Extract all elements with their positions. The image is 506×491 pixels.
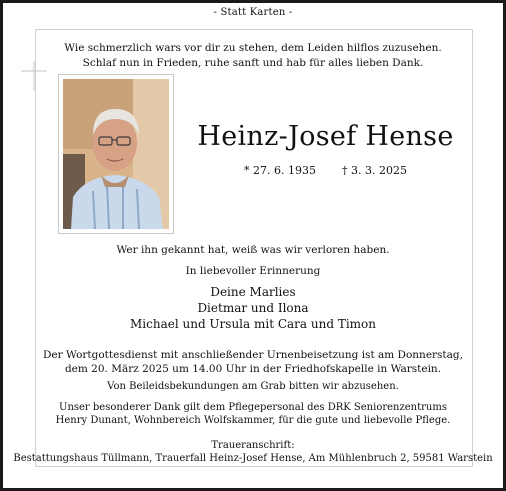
statt-karten-note: - Statt Karten -: [3, 7, 503, 18]
family-names: [3, 284, 503, 332]
thanks-line: Unser besonderer Dank gilt dem Pflegepersonal des DRK Seniorenzentrums: [59, 402, 447, 413]
service-info: [3, 348, 503, 376]
service-line: Der Wortgottesdienst mit anschließender Urnenbeisetzung ist am Donnerstag,: [43, 349, 463, 361]
birth-date: * 27. 6. 1935: [244, 164, 316, 177]
family-member: Dietmar und Ilona: [197, 301, 309, 315]
condolence-note: Von Beileidsbekundungen am Grab bitten wir abzusehen.: [107, 381, 399, 392]
family-member: Deine Marlies: [210, 285, 296, 299]
memorial-sentence: Wer ihn gekannt hat, weiß was wir verloren haben.: [116, 244, 390, 256]
family-member: Michael und Ursula mit Cara und Timon: [130, 317, 376, 331]
portrait-image: [63, 79, 169, 229]
thanks-line: Henry Dunant, Wohnbereich Wolfskammer, für die gute und liebevolle Pflege.: [55, 415, 451, 426]
mourning-address: [3, 439, 503, 465]
in-loving-memory: In liebevoller Erinnerung: [185, 265, 321, 277]
address-label: Traueranschrift:: [211, 440, 295, 451]
portrait-photo: [58, 74, 174, 234]
poem-line: Schlaf nun in Frieden, ruhe sanft und hab für alles lieben Dank.: [82, 57, 424, 69]
poem-line: Wie schmerzlich wars vor dir zu stehen, dem Leiden hilflos zuzusehen.: [64, 42, 442, 54]
service-line: dem 20. März 2025 um 14.00 Uhr in der Friedhofskapelle in Warstein.: [64, 363, 442, 375]
poem: [3, 41, 503, 71]
deceased-name: Heinz-Josef Hense: [197, 121, 454, 152]
life-dates: [188, 164, 463, 177]
cross-icon: [19, 61, 49, 91]
address-value: Bestattungshaus Tüllmann, Trauerfall Heinz-Josef Hense, Am Mühlenbruch 2, 59581 Warstein: [13, 453, 493, 464]
thanks-note: [3, 401, 503, 427]
death-date: † 3. 3. 2025: [342, 164, 407, 177]
